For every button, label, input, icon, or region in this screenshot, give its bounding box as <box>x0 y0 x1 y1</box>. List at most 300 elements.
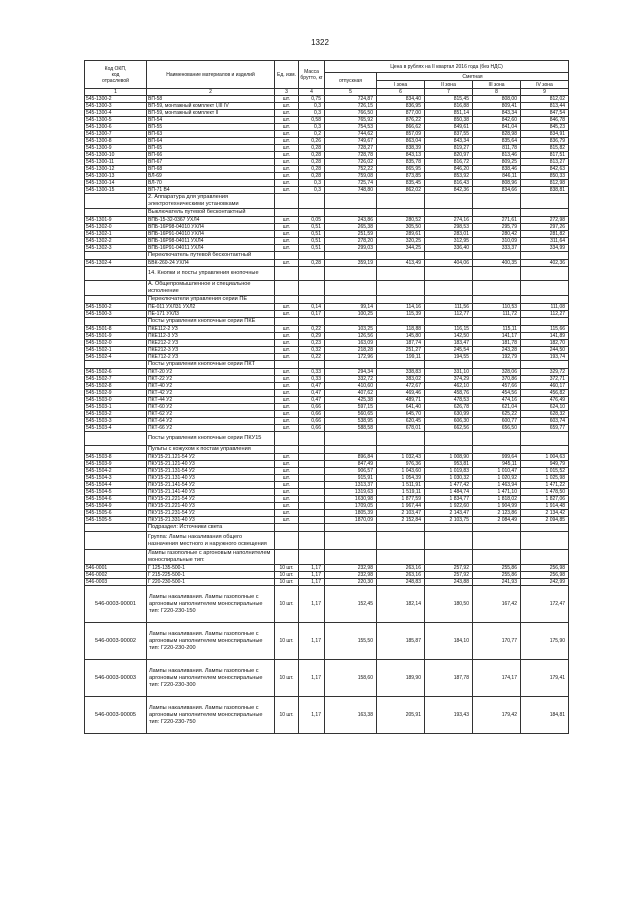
row-mass <box>299 496 325 503</box>
row-code: 545-1300-10 <box>85 152 147 159</box>
row-mass: 0,33 <box>299 376 325 383</box>
row-mass: 0,47 <box>299 397 325 404</box>
row-name: ПЕ-011 УХЛ31 УХЛ2 <box>147 304 275 311</box>
row-price-zone-1: 289,61 <box>377 231 425 238</box>
empty-cell <box>473 281 521 296</box>
empty-cell <box>299 267 325 281</box>
table-row <box>85 411 569 418</box>
row-unit: шт. <box>275 489 299 496</box>
row-price-zone-4: 372,71 <box>521 376 569 383</box>
empty-cell <box>425 194 473 209</box>
row-code: 545-1300-7 <box>85 131 147 138</box>
empty-cell <box>473 194 521 209</box>
row-name: ВП-59, монтажный комплект II <box>147 110 275 117</box>
row-code: 545-1300-3 <box>85 103 147 110</box>
empty-cell <box>521 550 569 565</box>
row-price-zone-3: 838,46 <box>473 166 521 173</box>
row-code: 545-1302-4 <box>85 260 147 267</box>
empty-cell <box>521 361 569 369</box>
row-price-zone-2: 142,50 <box>425 333 473 340</box>
row-code: 545-1505-6 <box>85 510 147 517</box>
row-price-zone-2: 312,95 <box>425 238 473 245</box>
row-mass: 0,14 <box>299 304 325 311</box>
row-price-zone-4: 193,74 <box>521 354 569 361</box>
row-mass: 0,3 <box>299 124 325 131</box>
row-code: 545-1300-14 <box>85 180 147 187</box>
row-price-zone-2: 815,45 <box>425 96 473 103</box>
table-row <box>85 660 569 697</box>
row-price-zone-4: 813,44 <box>521 103 569 110</box>
row-mass: 0,26 <box>299 138 325 145</box>
table-row <box>85 245 569 252</box>
row-name: ПКУ15-21.141-54 У2 <box>147 482 275 489</box>
row-price-zone-2: 257,92 <box>425 572 473 579</box>
section-title: Переключатели управления серии ПЕ <box>147 296 275 304</box>
row-unit: шт. <box>275 475 299 482</box>
table-row <box>85 418 569 425</box>
section-title: Подраздел: Источники света <box>147 524 275 532</box>
row-price-release: 278,20 <box>325 238 377 245</box>
empty-cell <box>85 432 147 446</box>
row-code: 545-1300-13 <box>85 173 147 180</box>
row-name: ПКЕ712-2 УЗ <box>147 354 275 361</box>
row-mass: 0,17 <box>299 311 325 318</box>
row-name: ВЛ-70 <box>147 180 275 187</box>
empty-cell <box>275 281 299 296</box>
empty-cell <box>325 550 377 565</box>
row-unit: 10 шт. <box>275 586 299 623</box>
row-price-release: 232,98 <box>325 565 377 572</box>
section-title: Пульты с кожухом к постам управления <box>147 446 275 454</box>
row-price-release: 724,87 <box>325 96 377 103</box>
row-price-zone-4: 172,47 <box>521 586 569 623</box>
row-price-zone-2: 626,78 <box>425 404 473 411</box>
row-price-zone-3: 192,79 <box>473 354 521 361</box>
row-price-zone-3: 2 084,49 <box>473 517 521 524</box>
row-price-zone-4: 1 015,52 <box>521 468 569 475</box>
empty-cell <box>473 296 521 304</box>
header-zone-1: I зона <box>377 81 425 89</box>
row-price-zone-3: 1 471,10 <box>473 489 521 496</box>
row-price-zone-1: 2 152,84 <box>377 517 425 524</box>
row-price-zone-2: 606,30 <box>425 418 473 425</box>
row-name: ВП-66 <box>147 152 275 159</box>
empty-cell <box>425 267 473 281</box>
row-unit: шт. <box>275 369 299 376</box>
row-code: 545-1300-11 <box>85 159 147 166</box>
row-unit: шт. <box>275 496 299 503</box>
table-row <box>85 425 569 432</box>
row-code: 545-1500-2 <box>85 304 147 311</box>
header-zone-2: II зона <box>425 81 473 89</box>
row-price-zone-2: 953,81 <box>425 461 473 468</box>
row-price-zone-3: 255,86 <box>473 565 521 572</box>
row-price-zone-1: 866,62 <box>377 124 425 131</box>
row-price-zone-3: 1 010,47 <box>473 468 521 475</box>
row-price-zone-1: 413,49 <box>377 260 425 267</box>
row-mass: 0,29 <box>299 333 325 340</box>
row-price-zone-1: 344,25 <box>377 245 425 252</box>
row-price-release: 265,38 <box>325 224 377 231</box>
row-mass: 0,66 <box>299 418 325 425</box>
row-mass: 0,3 <box>299 187 325 194</box>
row-price-release: 158,60 <box>325 660 377 697</box>
row-price-zone-4: 311,64 <box>521 238 569 245</box>
row-mass <box>299 517 325 524</box>
row-price-release: 232,98 <box>325 572 377 579</box>
row-price-release: 748,80 <box>325 187 377 194</box>
row-unit: шт. <box>275 468 299 475</box>
header-unit: Ед. изм. <box>275 61 299 89</box>
empty-cell <box>275 296 299 304</box>
section-title: Посты управления кнопочные серии ПКТ <box>147 361 275 369</box>
subsection-heading <box>85 209 569 217</box>
row-price-release: 332,72 <box>325 376 377 383</box>
row-price-zone-4: 476,49 <box>521 397 569 404</box>
row-name: ПКТ-42 У2 <box>147 390 275 397</box>
table-row <box>85 260 569 267</box>
table-row <box>85 311 569 318</box>
row-price-zone-1: 469,46 <box>377 390 425 397</box>
empty-cell <box>521 532 569 550</box>
row-mass: 0,3 <box>299 110 325 117</box>
row-price-zone-2: 298,53 <box>425 224 473 231</box>
header-price-title: Цена в рублях на II квартал 2016 года (без НДС) <box>325 61 569 73</box>
row-price-zone-4: 112,27 <box>521 311 569 318</box>
table-row <box>85 333 569 340</box>
row-price-zone-2: 1 922,60 <box>425 503 473 510</box>
row-price-zone-4: 846,78 <box>521 117 569 124</box>
empty-cell <box>425 281 473 296</box>
row-price-zone-2: 816,43 <box>425 180 473 187</box>
row-mass <box>299 454 325 461</box>
row-unit: 10 шт. <box>275 660 299 697</box>
row-price-release: 725,74 <box>325 180 377 187</box>
row-unit: шт. <box>275 411 299 418</box>
header-code: Код ОКП, код отраслевой <box>85 61 147 89</box>
table-row <box>85 586 569 623</box>
table-row <box>85 454 569 461</box>
empty-cell <box>425 432 473 446</box>
row-name: ВПБ-16Р98-04011 УХЛ4 <box>147 238 275 245</box>
empty-cell <box>325 296 377 304</box>
section-heading <box>85 194 569 209</box>
row-price-zone-4: 297,26 <box>521 224 569 231</box>
row-mass: 0,05 <box>299 217 325 224</box>
row-price-zone-1: 338,83 <box>377 369 425 376</box>
empty-cell <box>473 524 521 532</box>
row-mass: 0,28 <box>299 152 325 159</box>
row-price-zone-2: 112,77 <box>425 311 473 318</box>
empty-cell <box>325 361 377 369</box>
empty-cell <box>85 318 147 326</box>
section-title: Выключатель путевой бесконтактный <box>147 209 275 217</box>
table-row <box>85 489 569 496</box>
col-number: 4 <box>299 89 325 96</box>
row-name: ПЕ-171 УХЛ3 <box>147 311 275 318</box>
subsection-heading <box>85 361 569 369</box>
row-price-zone-1: 280,52 <box>377 217 425 224</box>
row-price-zone-4: 842,63 <box>521 166 569 173</box>
empty-cell <box>275 524 299 532</box>
row-price-zone-2: 846,20 <box>425 166 473 173</box>
row-price-zone-3: 243,28 <box>473 347 521 354</box>
row-price-release: 1709,05 <box>325 503 377 510</box>
row-price-zone-2: 1 834,77 <box>425 496 473 503</box>
row-price-zone-2: 193,43 <box>425 697 473 734</box>
row-price-zone-4: 817,51 <box>521 152 569 159</box>
row-mass: 1,17 <box>299 697 325 734</box>
row-price-release: 1319,63 <box>325 489 377 496</box>
section-title: Переключатель путевой бесконтактный <box>147 252 275 260</box>
row-unit: шт. <box>275 260 299 267</box>
row-price-zone-2: 257,92 <box>425 565 473 572</box>
row-code: 545-1503-2 <box>85 411 147 418</box>
empty-cell <box>521 252 569 260</box>
row-price-release: 172,96 <box>325 354 377 361</box>
row-mass: 1,17 <box>299 565 325 572</box>
row-price-zone-3: 625,22 <box>473 411 521 418</box>
empty-cell <box>85 267 147 281</box>
row-price-zone-2: 2 143,47 <box>425 510 473 517</box>
empty-cell <box>377 318 425 326</box>
row-price-zone-1: 248,83 <box>377 579 425 586</box>
row-price-zone-2: 849,61 <box>425 124 473 131</box>
row-price-zone-2: 336,40 <box>425 245 473 252</box>
row-name: Г 220-230-500-1 <box>147 579 275 586</box>
empty-cell <box>275 532 299 550</box>
row-unit: шт. <box>275 517 299 524</box>
row-price-zone-3: 809,25 <box>473 159 521 166</box>
row-price-release: 766,50 <box>325 110 377 117</box>
subsection-heading <box>85 446 569 454</box>
row-price-zone-1: 1 877,59 <box>377 496 425 503</box>
empty-cell <box>325 281 377 296</box>
row-code: 546-0003 <box>85 579 147 586</box>
row-name: ПКУ15-21.231-54 У2 <box>147 510 275 517</box>
row-price-zone-1: 205,91 <box>377 697 425 734</box>
row-price-zone-3: 2 123,86 <box>473 510 521 517</box>
row-price-zone-1: 863,04 <box>377 138 425 145</box>
row-price-release: 1630,98 <box>325 496 377 503</box>
row-price-zone-2: 283,01 <box>425 231 473 238</box>
row-code: 545-1300-9 <box>85 145 147 152</box>
row-price-zone-4: 460,17 <box>521 383 569 390</box>
empty-cell <box>425 446 473 454</box>
table-row <box>85 152 569 159</box>
row-unit: шт. <box>275 166 299 173</box>
empty-cell <box>299 524 325 532</box>
row-price-release: 425,38 <box>325 397 377 404</box>
table-row <box>85 124 569 131</box>
row-price-zone-4: 244,50 <box>521 347 569 354</box>
table-row <box>85 180 569 187</box>
table-row <box>85 340 569 347</box>
table-row <box>85 110 569 117</box>
row-price-release: 560,65 <box>325 411 377 418</box>
row-price-release: 915,91 <box>325 475 377 482</box>
row-code: 545-1504-2 <box>85 468 147 475</box>
col-number: 9 <box>521 89 569 96</box>
row-price-zone-1: 976,36 <box>377 461 425 468</box>
section-title: 14. Кнопки и посты управления кнопочные <box>147 267 275 281</box>
row-price-release: 906,57 <box>325 468 377 475</box>
row-price-zone-3: 141,17 <box>473 333 521 340</box>
row-price-zone-2: 662,56 <box>425 425 473 432</box>
row-mass: 0,66 <box>299 411 325 418</box>
row-code: 546-0002 <box>85 572 147 579</box>
row-price-zone-4: 813,27 <box>521 159 569 166</box>
row-unit: шт. <box>275 103 299 110</box>
empty-cell <box>521 318 569 326</box>
table-row <box>85 383 569 390</box>
row-name: ПКЕ112-3 УЗ <box>147 333 275 340</box>
row-price-zone-3: 167,42 <box>473 586 521 623</box>
row-mass <box>299 482 325 489</box>
col-number: 6 <box>377 89 425 96</box>
empty-cell <box>425 550 473 565</box>
row-mass: 0,28 <box>299 166 325 173</box>
row-unit: шт. <box>275 454 299 461</box>
row-price-release: 1313,37 <box>325 482 377 489</box>
empty-cell <box>425 252 473 260</box>
row-price-zone-3: 813,46 <box>473 152 521 159</box>
empty-cell <box>85 524 147 532</box>
table-row <box>85 397 569 404</box>
row-code: 545-1503-0 <box>85 397 147 404</box>
empty-cell <box>325 209 377 217</box>
empty-cell <box>473 432 521 446</box>
table-row <box>85 304 569 311</box>
empty-cell <box>425 524 473 532</box>
row-unit: шт. <box>275 245 299 252</box>
empty-cell <box>473 318 521 326</box>
row-name: ВПБ-15-32-0367 УХЛ4 <box>147 217 275 224</box>
row-mass: 0,47 <box>299 390 325 397</box>
row-code: 546-0001 <box>85 565 147 572</box>
row-code: 546-0003-90002 <box>85 623 147 660</box>
row-price-zone-2: 1 030,32 <box>425 475 473 482</box>
empty-cell <box>275 267 299 281</box>
row-price-zone-4: 1 025,98 <box>521 475 569 482</box>
row-price-zone-2: 850,38 <box>425 117 473 124</box>
col-number: 5 <box>325 89 377 96</box>
row-mass: 0,32 <box>299 347 325 354</box>
row-name: Г 125-135-500-1 <box>147 565 275 572</box>
row-price-zone-1: 489,71 <box>377 397 425 404</box>
row-mass: 1,17 <box>299 586 325 623</box>
row-mass: 0,3 <box>299 103 325 110</box>
row-mass: 0,28 <box>299 260 325 267</box>
row-price-zone-4: 949,79 <box>521 461 569 468</box>
row-price-zone-3: 328,06 <box>473 369 521 376</box>
row-code: 545-1503-8 <box>85 454 147 461</box>
row-price-release: 220,30 <box>325 579 377 586</box>
row-price-release: 588,58 <box>325 425 377 432</box>
table-row <box>85 354 569 361</box>
row-unit: шт. <box>275 152 299 159</box>
row-name: ПКУ15-21.141-40 У3 <box>147 489 275 496</box>
row-name: ВПБ-16Р91-04010 УХЛ4 <box>147 231 275 238</box>
row-name: ПКУ15-21.221-40 У3 <box>147 503 275 510</box>
empty-cell <box>521 209 569 217</box>
subsection-heading <box>85 252 569 260</box>
row-name: ПКЕ212-2 УЗ <box>147 340 275 347</box>
row-price-zone-4: 334,99 <box>521 245 569 252</box>
row-code: 545-1300-8 <box>85 138 147 145</box>
price-table <box>84 60 569 734</box>
empty-cell <box>275 432 299 446</box>
row-code: 545-1302-1 <box>85 231 147 238</box>
empty-cell <box>275 252 299 260</box>
row-price-zone-2: 1 477,42 <box>425 482 473 489</box>
row-price-zone-1: 620,45 <box>377 418 425 425</box>
table-row <box>85 496 569 503</box>
row-name: ВПБ-16Р98-04010 УХЛ4 <box>147 224 275 231</box>
row-price-zone-4: 281,82 <box>521 231 569 238</box>
row-price-zone-4: 402,36 <box>521 260 569 267</box>
empty-cell <box>275 209 299 217</box>
row-mass <box>299 461 325 468</box>
row-price-zone-2: 245,54 <box>425 347 473 354</box>
row-price-zone-2: 274,16 <box>425 217 473 224</box>
row-unit: шт. <box>275 461 299 468</box>
row-price-zone-4: 1 471,22 <box>521 482 569 489</box>
section-title: Лампы газополные с аргоновым наполнителем моноспиральные тип: <box>147 550 275 565</box>
row-name: ПКЕ112-2 УЗ <box>147 326 275 333</box>
row-unit: шт. <box>275 503 299 510</box>
row-mass <box>299 468 325 475</box>
row-price-zone-1: 645,70 <box>377 411 425 418</box>
row-name: Лампы накаливания. Лампы газополные с аргоновым наполнителем моноспиральные тип: Г220-230-200 <box>147 623 275 660</box>
row-name: ПКУ15-21.121-40 У3 <box>147 461 275 468</box>
empty-cell <box>299 446 325 454</box>
row-price-zone-4: 659,77 <box>521 425 569 432</box>
row-code: 545-1503-3 <box>85 418 147 425</box>
empty-cell <box>299 281 325 296</box>
row-code: 545-1300-12 <box>85 166 147 173</box>
row-price-zone-4: 850,33 <box>521 173 569 180</box>
row-price-zone-3: 809,41 <box>473 103 521 110</box>
row-name: ВП-68 <box>147 166 275 173</box>
row-mass: 0,22 <box>299 354 325 361</box>
row-price-zone-3: 842,60 <box>473 117 521 124</box>
table-row <box>85 145 569 152</box>
row-price-release: 728,78 <box>325 152 377 159</box>
empty-cell <box>325 532 377 550</box>
empty-cell <box>473 252 521 260</box>
row-unit: шт. <box>275 110 299 117</box>
row-price-zone-1: 145,80 <box>377 333 425 340</box>
row-mass: 0,2 <box>299 131 325 138</box>
empty-cell <box>85 550 147 565</box>
row-price-zone-3: 843,34 <box>473 110 521 117</box>
row-mass: 0,51 <box>299 224 325 231</box>
row-price-zone-4: 111,08 <box>521 304 569 311</box>
table-row <box>85 579 569 586</box>
row-price-release: 152,45 <box>325 586 377 623</box>
row-code: 545-1504-5 <box>85 489 147 496</box>
row-name: ПКУ15-21.131-40 У3 <box>147 475 275 482</box>
row-price-zone-4: 845,23 <box>521 124 569 131</box>
row-mass: 0,66 <box>299 404 325 411</box>
empty-cell <box>325 318 377 326</box>
row-price-zone-3: 333,37 <box>473 245 521 252</box>
row-price-release: 1805,39 <box>325 510 377 517</box>
table-row <box>85 390 569 397</box>
empty-cell <box>299 361 325 369</box>
row-price-zone-4: 256,98 <box>521 572 569 579</box>
